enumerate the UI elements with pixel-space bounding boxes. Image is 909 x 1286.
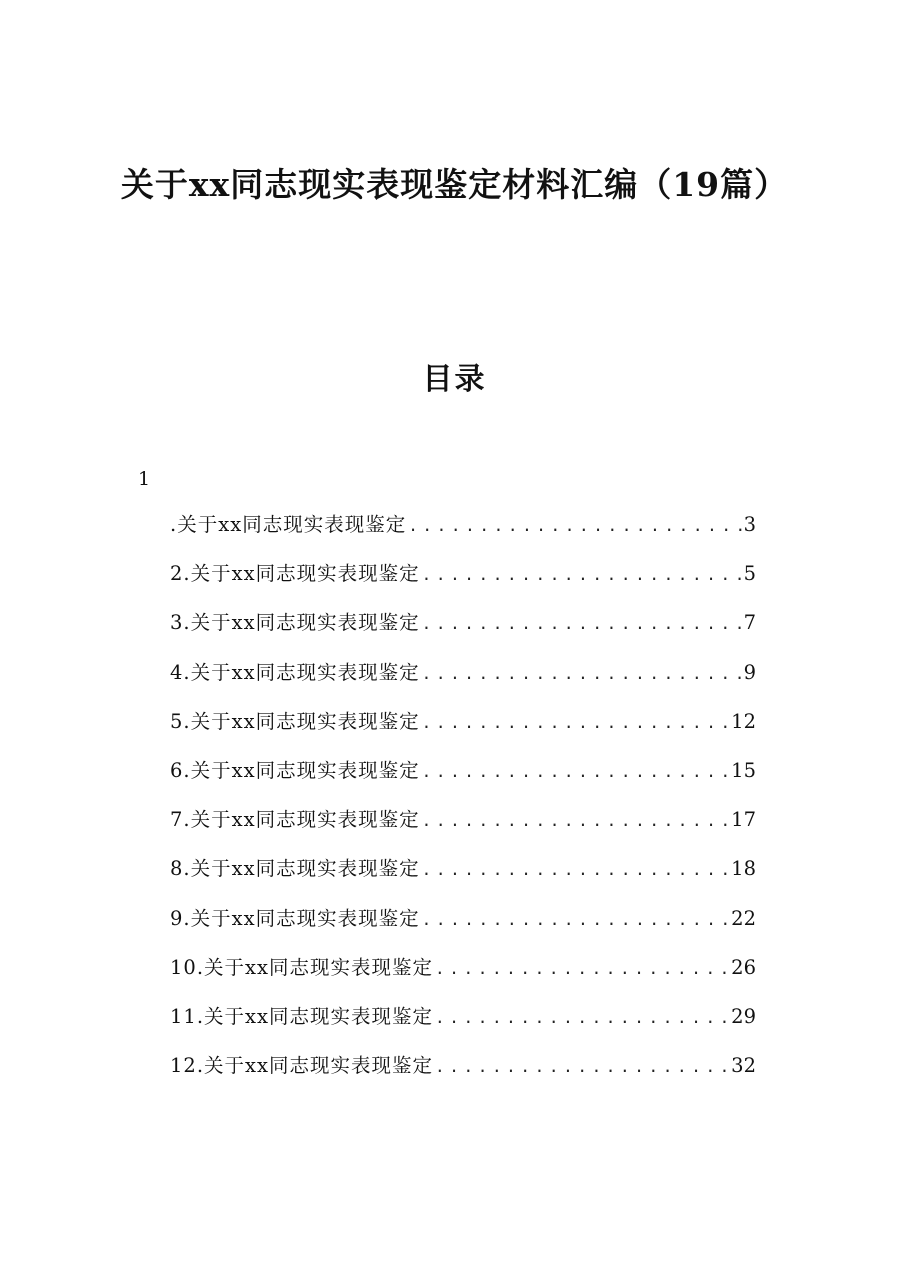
- toc-entry-label: .关于xx同志现实表现鉴定: [170, 513, 407, 536]
- toc-entry-label: 2.关于xx同志现实表现鉴定: [170, 562, 420, 586]
- toc-entry-label: 10.关于xx同志现实表现鉴定: [170, 955, 434, 979]
- toc-dot-leader: [435, 954, 729, 984]
- toc-dot-leader: [422, 905, 730, 935]
- toc-entry[interactable]: [170, 854, 756, 903]
- toc-entry[interactable]: [170, 805, 756, 854]
- toc-dot-leader: [435, 1003, 729, 1033]
- toc-page-number: 32: [731, 1054, 756, 1078]
- document-title: 关于xx同志现实表现鉴定材料汇编（19篇）: [120, 165, 789, 204]
- toc-heading: 目录: [422, 362, 487, 397]
- toc-entry[interactable]: [170, 658, 756, 707]
- toc-dot-leader: [422, 659, 742, 689]
- toc-dot-leader: [422, 757, 730, 787]
- toc-entry-label: 3.关于xx同志现实表现鉴定: [170, 611, 420, 635]
- toc-page-number: 12: [731, 709, 756, 733]
- toc-page-number: 3: [743, 513, 756, 536]
- toc-entry-label: 4.关于xx同志现实表现鉴定: [170, 660, 420, 684]
- toc-entry-label: 7.关于xx同志现实表现鉴定: [170, 808, 420, 832]
- toc-dot-leader: [422, 708, 730, 738]
- toc-entry[interactable]: [170, 756, 756, 805]
- toc-entry[interactable]: [170, 904, 756, 953]
- toc-dot-leader: [422, 560, 742, 590]
- toc-page-number: 7: [743, 611, 756, 635]
- toc-dot-leader: [422, 806, 730, 836]
- toc-page-number: 18: [731, 857, 756, 881]
- toc-dot-leader: [408, 511, 741, 541]
- toc-page-number: 9: [743, 660, 756, 684]
- toc-page-number: 5: [743, 562, 756, 586]
- toc-dot-leader: [422, 609, 742, 639]
- toc-entry[interactable]: [170, 608, 756, 657]
- toc-entry[interactable]: [170, 559, 756, 608]
- toc-page-number: 15: [731, 758, 756, 782]
- toc-dot-leader: [435, 1052, 729, 1082]
- toc-page-number: 22: [731, 906, 756, 930]
- toc-entry-label: 5.关于xx同志现实表现鉴定: [170, 709, 420, 733]
- toc-entry-label: 6.关于xx同志现实表现鉴定: [170, 758, 420, 782]
- toc-page-number: 26: [731, 955, 756, 979]
- toc-page-number: 17: [731, 808, 756, 832]
- toc-entry-label: 9.关于xx同志现实表现鉴定: [170, 906, 420, 930]
- toc-entry[interactable]: [170, 707, 756, 756]
- toc-section-number: 1: [138, 468, 151, 490]
- toc-entry[interactable]: [170, 510, 756, 559]
- table-of-contents: [170, 510, 756, 1100]
- toc-entry-label: 8.关于xx同志现实表现鉴定: [170, 857, 420, 881]
- toc-entry-label: 12.关于xx同志现实表现鉴定: [170, 1054, 434, 1078]
- toc-entry[interactable]: [170, 953, 756, 1002]
- toc-page-number: 29: [731, 1004, 756, 1028]
- toc-dot-leader: [422, 855, 730, 885]
- toc-entry[interactable]: [170, 1051, 756, 1100]
- toc-entry-label: 11.关于xx同志现实表现鉴定: [170, 1004, 434, 1028]
- toc-entry[interactable]: [170, 1002, 756, 1051]
